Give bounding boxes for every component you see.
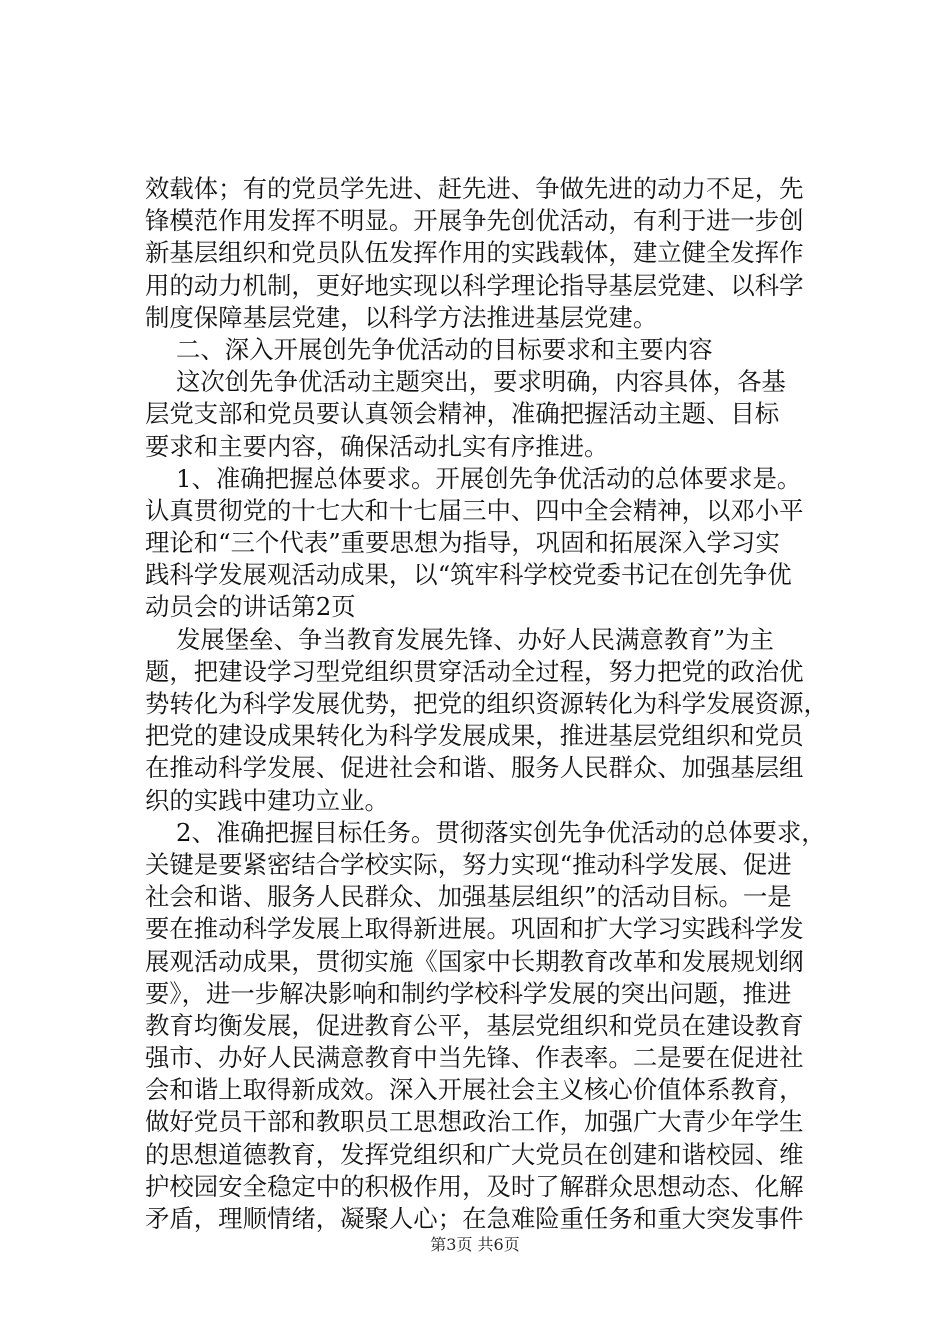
text-line: 关键是要紧密结合学校实际，努力实现“推动科学发展、促进 (145, 849, 792, 879)
body-text (145, 173, 835, 1235)
text-line: 二、深入开展创先争优活动的目标要求和主要内容 (145, 334, 713, 364)
text-line: 矛盾，理顺情绪，凝聚人心；在急难险重任务和重大突发事件 (145, 1204, 804, 1233)
text-line: 用的动力机制，更好地实现以科学理论指导基层党建、以科学 (145, 270, 804, 300)
text-line: 要求和主要内容，确保活动扎实有序推进。 (145, 431, 609, 461)
text-line: 制度保障基层党建，以科学方法推进基层党建。 (145, 302, 658, 332)
text-line: 在推动科学发展、促进社会和谐、服务人民群众、加强基层组 (145, 753, 804, 783)
text-line: 践科学发展观活动成果，以“筑牢科学校党委书记在创先争优 (145, 560, 792, 590)
text-line: 要在推动科学发展上取得新进展。巩固和扩大学习实践科学发 (145, 914, 804, 944)
text-line: 题，把建设学习型党组织贯穿活动全过程，努力把党的政治优 (145, 656, 804, 686)
text-line: 势转化为科学发展优势，把党的组织资源转化为科学发展资源， (145, 689, 828, 718)
text-line: 强市、办好人民满意教育中当先锋、作表率。二是要在促进社 (145, 1043, 804, 1073)
text-line: 锋模范作用发挥不明显。开展争先创优活动，有利于进一步创 (145, 206, 804, 236)
text-line: 把党的建设成果转化为科学发展成果，推进基层党组织和党员 (145, 721, 804, 751)
text-line: 会和谐上取得新成效。深入开展社会主义核心价值体系教育， (145, 1075, 804, 1105)
text-line: 这次创先争优活动主题突出，要求明确，内容具体，各基 (145, 367, 786, 397)
text-line: 认真贯彻党的十七大和十七届三中、四中全会精神，以邓小平 (145, 495, 804, 525)
text-line: 教育均衡发展，促进教育公平，基层党组织和党员在建设教育 (145, 1010, 804, 1040)
text-line: 的思想道德教育，发挥党组织和广大党员在创建和谐校园、维 (145, 1139, 804, 1169)
text-line: 层党支部和党员要认真领会精神，准确把握活动主题、目标 (145, 399, 780, 429)
text-line: 护校园安全稳定中的积极作用，及时了解群众思想动态、化解 (145, 1171, 804, 1201)
text-line: 发展堡垒、争当教育发展先锋、办好人民满意教育”为主 (145, 624, 774, 654)
text-line: 新基层组织和党员队伍发挥作用的实践载体，建立健全发挥作 (145, 238, 804, 268)
text-line: 1、准确把握总体要求。开展创先争优活动的总体要求是。 (145, 463, 802, 493)
page-footer: 第3页 共6页 (430, 1235, 520, 1254)
text-line: 展观活动成果，贯彻实施《国家中长期教育改革和发展规划纲 (145, 946, 804, 976)
text-line: 理论和“三个代表”重要思想为指导，巩固和拓展深入学习实 (145, 528, 780, 558)
text-line: 效载体；有的党员学先进、赶先进、争做先进的动力不足，先 (145, 174, 804, 203)
text-line: 织的实践中建功立业。 (145, 785, 389, 815)
text-line: 做好党员干部和教职员工思想政治工作，加强广大青少年学生 (145, 1107, 804, 1137)
text-line: 动员会的讲话第2页 (145, 592, 356, 622)
text-line: 社会和谐、服务人民群众、加强基层组织”的活动目标。一是 (145, 882, 792, 912)
text-line: 2、准确把握目标任务。贯彻落实创先争优活动的总体要求， (145, 817, 826, 847)
text-line: 要》，进一步解决影响和制约学校科学发展的突出问题，推进 (145, 978, 792, 1008)
